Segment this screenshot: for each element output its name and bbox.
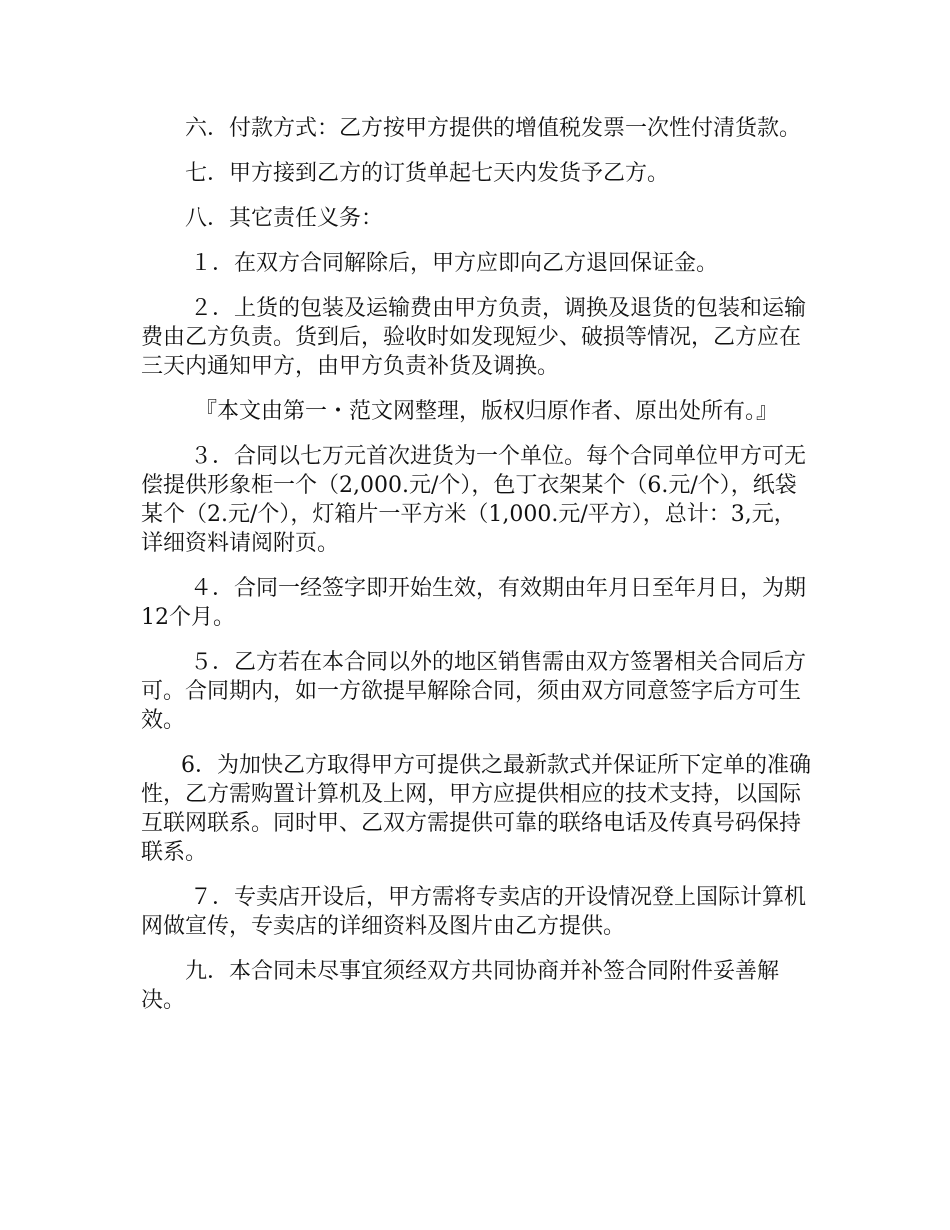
item-3-initial-stock: ３．合同以七万元首次进货为一个单位。每个合同单位甲方可无偿提供形象柜一个（2,000.元/个），色丁衣架某个（6.元/个），纸袋某个（2.元/个），灯箱片一平方米（1,000.元/平方），总计：3,元，详细资料请阅附页。 [141,444,807,556]
clause-9-misc: 九．本合同未尽事宜须经双方共同协商并补签合同附件妥善解决。 [141,959,780,1013]
item-2-packaging: ２．上货的包装及运输费由甲方负责，调换及退货的包装和运输费由乙方负责。货到后，验收时如发现短少、破损等情况，乙方应在三天内通知甲方，由甲方负责补货及调换。 [141,296,807,379]
clause-8-heading: 八．其它责任义务： [185,206,384,231]
item-7-promotion: ７．专卖店开设后，甲方需将专卖店的开设情况登上国际计算机网做宣传，专卖店的详细资料及图片由乙方提供。 [141,885,807,939]
item-5-regional-sales: ５．乙方若在本合同以外的地区销售需由双方签署相关合同后方可。合同期内，如一方欲提早解除合同，须由双方同意签字后方可生效。 [141,650,807,733]
clause-7-delivery: 七．甲方接到乙方的订货单起七天内发货予乙方。 [185,161,670,186]
item-4-validity: ４．合同一经签字即开始生效，有效期由年月日至年月日，为期12个月。 [141,576,807,630]
item-1-deposit: １．在双方合同解除后，甲方应即向乙方退回保证金。 [190,251,719,276]
source-notice: 『本文由第一・范文网整理，版权归原作者、原出处所有。』 [195,399,779,424]
clause-6-payment: 六．付款方式：乙方按甲方提供的增值税发票一次性付清货款。 [185,116,802,141]
item-6-network: 6．为加快乙方取得甲方可提供之最新款式并保证所下定单的准确性，乙方需购置计算机及上网，甲方应提供相应的技术支持，以国际互联网联系。同时甲、乙双方需提供可靠的联络电话及传真号码保持联系。 [141,753,811,865]
document-body [141,114,813,1031]
